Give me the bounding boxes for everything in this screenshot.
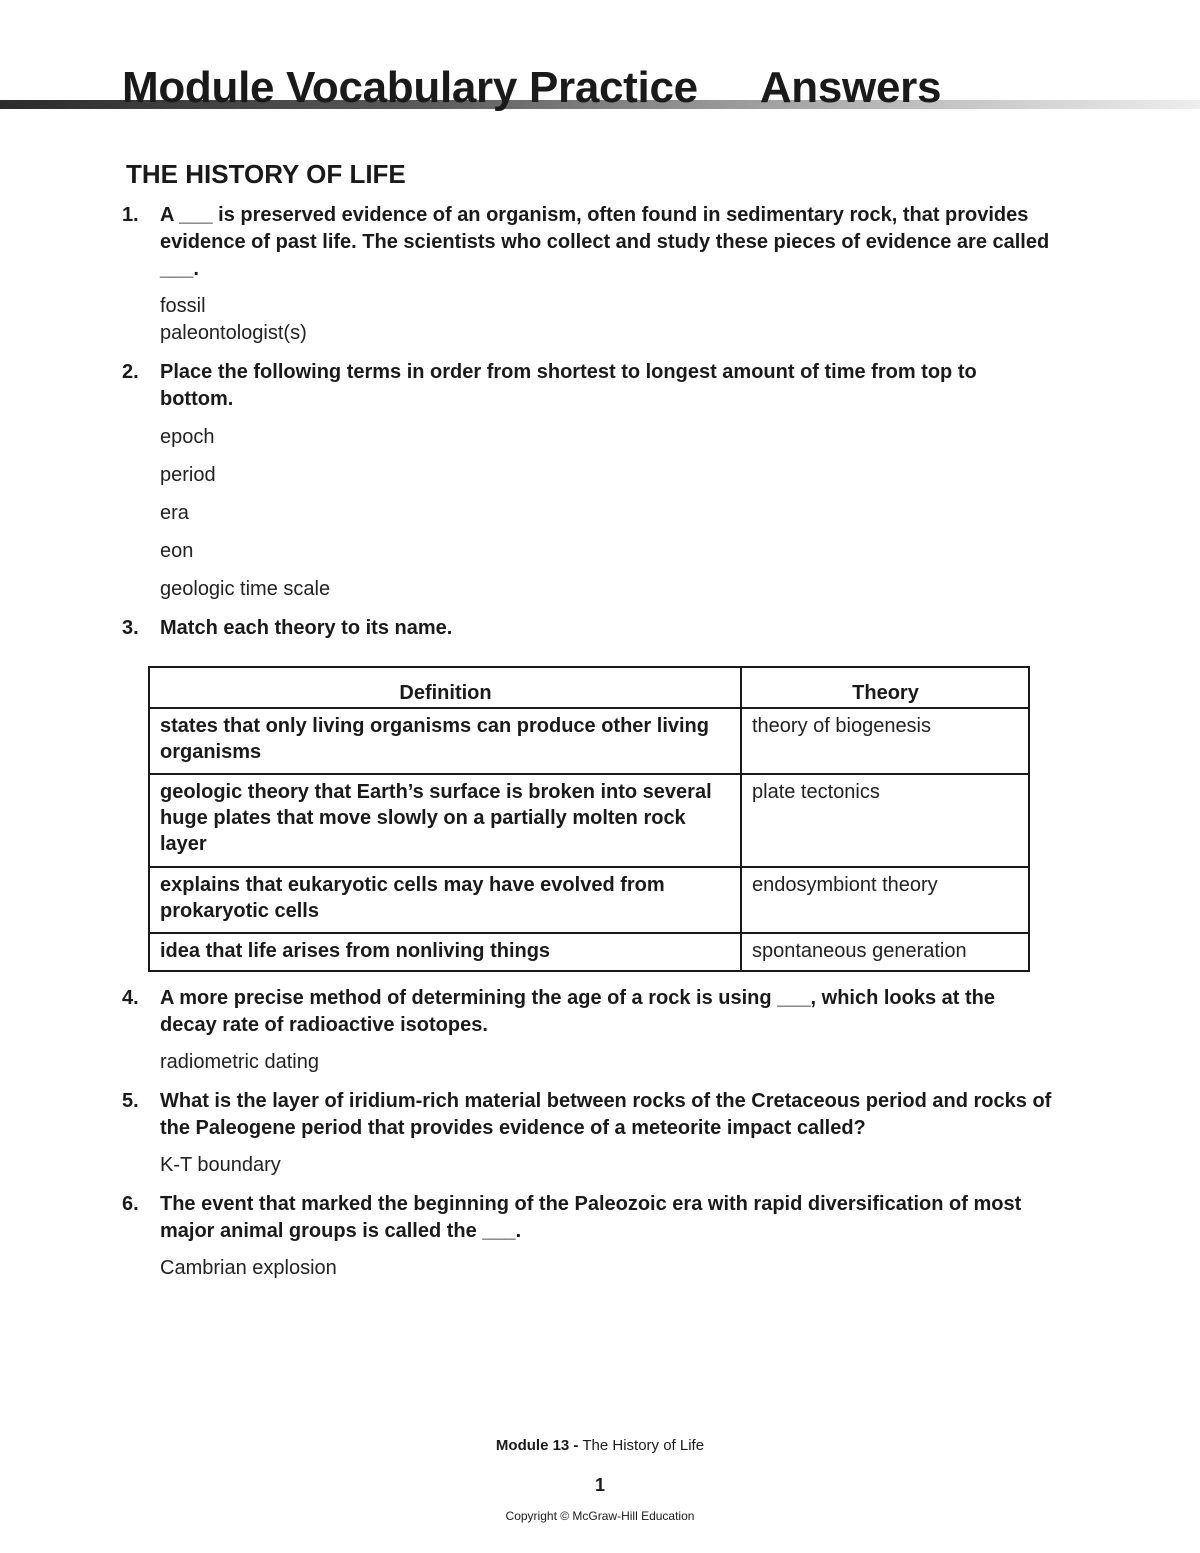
question-list (122, 202, 1052, 1282)
answer: Cambrian explosion (160, 1257, 337, 1279)
footer-module-title: The History of Life (582, 1437, 705, 1454)
theory-cell: theory of biogenesis (741, 708, 1029, 774)
column-header-definition: Definition (149, 667, 741, 708)
answers-label: Answers (759, 63, 942, 112)
footer-module-label: Module 13 - (495, 1437, 579, 1454)
table-header-row (149, 667, 1029, 708)
copyright: Copyright © McGraw-Hill Education (505, 1509, 695, 1523)
title-text: Module Vocabulary Practice (122, 63, 698, 112)
question-4 (122, 985, 1052, 1039)
answer: epoch (160, 426, 215, 448)
answer: geologic time scale (160, 578, 331, 600)
question-3 (122, 615, 1052, 642)
table-row (149, 867, 1029, 933)
question-text: What is the layer of iridium-rich material between rocks of the Cretaceous period and rocks of the Paleogene period that provides evidence of a meteorite impact called? (160, 1090, 1052, 1139)
question-text: Match each theory to its name. (160, 617, 453, 639)
table-row (149, 933, 1029, 971)
definition-cell: states that only living organisms can produce other living organisms (149, 708, 741, 774)
question-2 (122, 359, 1052, 413)
definition-cell: geologic theory that Earth’s surface is broken into several huge plates that move slowly on a partially molten rock layer (149, 774, 741, 867)
theory-cell: spontaneous generation (741, 933, 1029, 971)
section-title: THE HISTORY OF LIFE (126, 159, 406, 189)
page-title (122, 60, 941, 116)
answer: radiometric dating (160, 1051, 319, 1073)
footer-module (0, 1436, 1200, 1456)
question-text: A more precise method of determining the age of a rock is using ___, which looks at the decay rate of radioactive isotopes. (160, 987, 995, 1036)
question-number: 2. (122, 361, 139, 383)
question-number: 4. (122, 987, 139, 1009)
theory-cell: endosymbiont theory (741, 867, 1029, 933)
definition-cell: idea that life arises from nonliving things (149, 933, 741, 971)
answer: eon (160, 540, 194, 562)
table-row (149, 774, 1029, 867)
question-5 (122, 1088, 1052, 1142)
question-text: A ___ is preserved evidence of an organism, often found in sedimentary rock, that provides evidence of past life. The scientists who collect and study these pieces of evidence are called ___. (160, 204, 1050, 280)
question-1 (122, 202, 1052, 283)
page-number: 1 (594, 1475, 605, 1495)
theory-cell: plate tectonics (741, 774, 1029, 867)
question-number: 3. (122, 617, 139, 639)
answer-list (122, 424, 1052, 603)
definition-cell: explains that eukaryotic cells may have evolved from prokaryotic cells (149, 867, 741, 933)
answer: K-T boundary (160, 1154, 281, 1176)
question-text: Place the following terms in order from shortest to longest amount of time from top to bottom. (160, 361, 977, 410)
answer: period (160, 464, 216, 486)
question-text: The event that marked the beginning of the Paleozoic era with rapid diversification of most major animal groups is called the ___. (160, 1193, 1022, 1242)
question-6 (122, 1191, 1052, 1245)
answer: fossil (160, 295, 206, 317)
theory-table (148, 666, 1030, 972)
question-number: 6. (122, 1193, 139, 1215)
question-number: 5. (122, 1090, 139, 1112)
answer: paleontologist(s) (160, 322, 307, 344)
answer: era (160, 502, 189, 524)
column-header-theory: Theory (741, 667, 1029, 708)
question-number: 1. (122, 204, 139, 226)
table-row (149, 708, 1029, 774)
